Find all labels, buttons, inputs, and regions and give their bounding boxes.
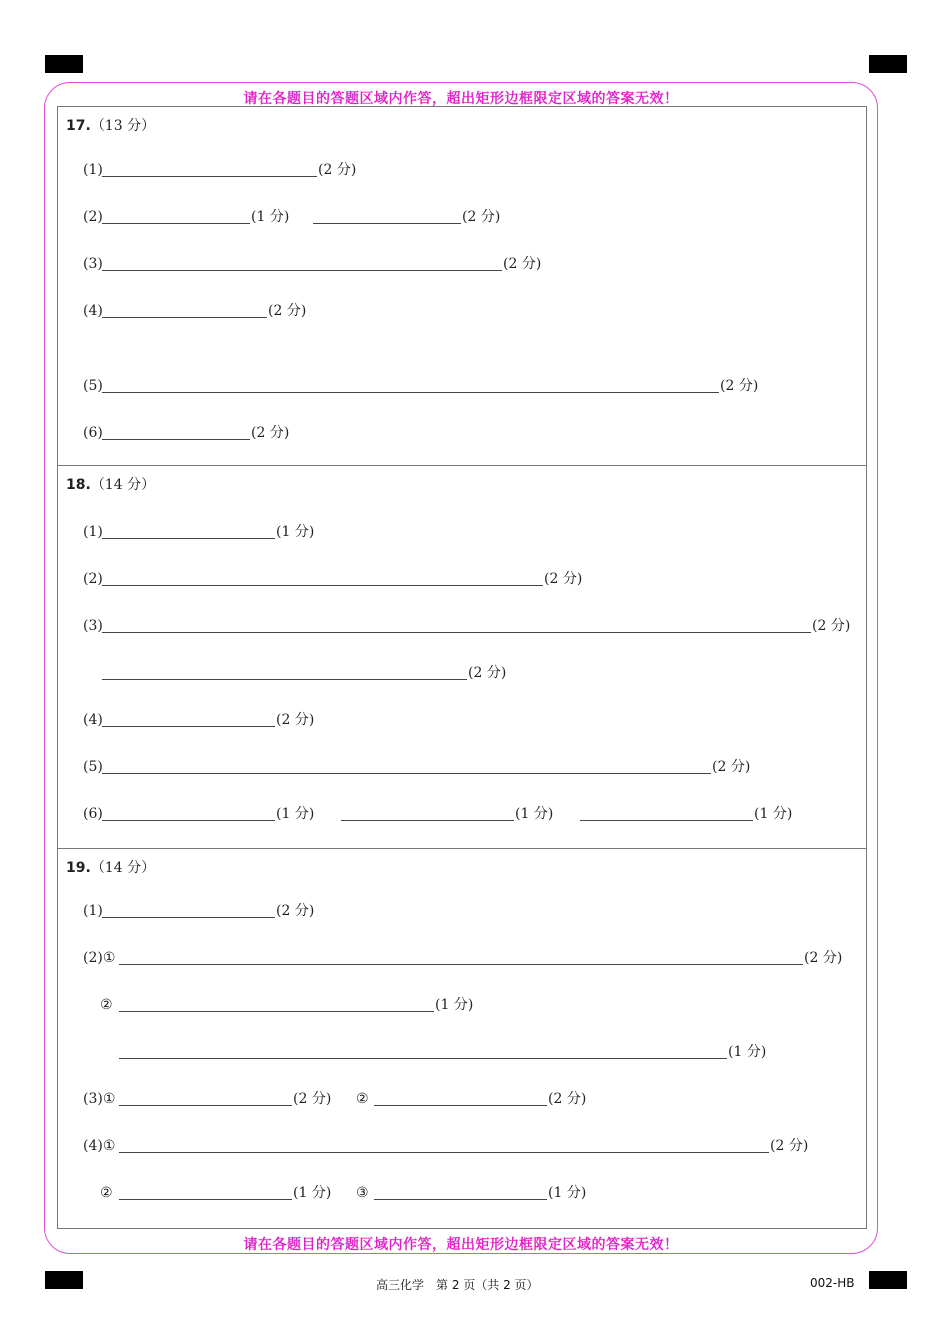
points-label: (2 分)	[720, 378, 759, 394]
points-label: (2 分)	[544, 571, 583, 587]
question-19-header	[66, 857, 155, 877]
question-number: 18.	[66, 477, 91, 493]
part-label: (5)	[83, 759, 103, 775]
points-label: (2 分)	[462, 209, 501, 225]
question-points: （14 分）	[90, 477, 156, 493]
q18-part-1	[58, 522, 858, 542]
q17-part-4	[58, 301, 858, 321]
points-label: (2 分)	[318, 162, 357, 178]
q17-part-3	[58, 254, 858, 274]
part-label: ③	[356, 1185, 369, 1201]
answer-blank[interactable]	[374, 1199, 547, 1200]
part-label: ②	[100, 997, 113, 1013]
points-label: (2 分)	[770, 1138, 809, 1154]
q18-part-4	[58, 710, 858, 730]
part-label: (1)	[83, 524, 103, 540]
q17-part-5	[58, 376, 858, 396]
registration-mark-bottom-left	[45, 1271, 83, 1289]
question-19-box	[57, 848, 867, 1229]
q19-part-3	[58, 1089, 858, 1109]
part-label: (1)	[83, 903, 103, 919]
answer-blank[interactable]	[580, 820, 753, 821]
answer-blank[interactable]	[374, 1105, 547, 1106]
question-number: 19.	[66, 860, 91, 876]
points-label: (2 分)	[468, 665, 507, 681]
points-label: (2 分)	[276, 712, 315, 728]
question-18-header	[66, 474, 155, 494]
answer-blank[interactable]	[102, 270, 502, 271]
question-points: （14 分）	[90, 860, 156, 876]
answer-blank[interactable]	[341, 820, 514, 821]
part-label: ②	[100, 1185, 113, 1201]
part-label: (4)	[83, 712, 103, 728]
part-label: (6)	[83, 425, 103, 441]
registration-mark-bottom-right	[869, 1271, 907, 1289]
answer-blank[interactable]	[102, 538, 275, 539]
answer-blank[interactable]	[102, 392, 719, 393]
answer-blank[interactable]	[102, 820, 275, 821]
part-label: (2)	[83, 209, 103, 225]
answer-blank[interactable]	[102, 679, 467, 680]
page-footer-center: 高三化学 第 2 页（共 2 页）	[376, 1278, 539, 1292]
points-label: (1 分)	[251, 209, 290, 225]
q19-part-2-2-continued	[58, 1042, 858, 1062]
answer-blank[interactable]	[119, 1105, 292, 1106]
part-label: (2)	[83, 571, 103, 587]
question-number: 17.	[66, 118, 91, 134]
question-18-box	[57, 465, 867, 849]
q18-part-6	[58, 804, 858, 824]
q18-part-2	[58, 569, 858, 589]
part-label: (2)①	[83, 950, 116, 966]
answer-blank[interactable]	[102, 223, 250, 224]
answer-blank[interactable]	[313, 223, 461, 224]
q17-part-1	[58, 160, 858, 180]
q19-part-2-2	[58, 995, 858, 1015]
points-label: (2 分)	[503, 256, 542, 272]
part-label: (6)	[83, 806, 103, 822]
points-label: (1 分)	[754, 806, 793, 822]
registration-mark-top-right	[869, 55, 907, 73]
q17-part-2	[58, 207, 858, 227]
points-label: (2 分)	[293, 1091, 332, 1107]
points-label: (2 分)	[276, 903, 315, 919]
question-17-header	[66, 115, 155, 135]
answer-blank[interactable]	[119, 1199, 292, 1200]
q19-part-1	[58, 901, 858, 921]
answer-blank[interactable]	[119, 1058, 727, 1059]
q19-part-2-1	[58, 948, 858, 968]
part-label: (3)	[83, 256, 103, 272]
q18-part-3-continued	[58, 663, 858, 683]
points-label: (2 分)	[548, 1091, 587, 1107]
question-points: （13 分）	[90, 118, 156, 134]
points-label: (1 分)	[515, 806, 554, 822]
part-label: (3)①	[83, 1091, 116, 1107]
q19-part-4-1	[58, 1136, 858, 1156]
answer-blank[interactable]	[102, 632, 811, 633]
answer-blank[interactable]	[119, 1011, 434, 1012]
answer-blank[interactable]	[119, 1152, 769, 1153]
points-label: (1 分)	[293, 1185, 332, 1201]
part-label: (1)	[83, 162, 103, 178]
answer-blank[interactable]	[102, 773, 711, 774]
part-label: (3)	[83, 618, 103, 634]
part-label: ②	[356, 1091, 369, 1107]
q18-part-3	[58, 616, 866, 636]
points-label: (2 分)	[812, 618, 851, 634]
q19-part-4-2	[58, 1183, 858, 1203]
answer-blank[interactable]	[102, 726, 275, 727]
paper-code: 002-HB	[810, 1276, 855, 1290]
points-label: (1 分)	[728, 1044, 767, 1060]
part-label: (4)①	[83, 1138, 116, 1154]
q18-part-5	[58, 757, 858, 777]
points-label: (1 分)	[276, 524, 315, 540]
answer-blank[interactable]	[102, 439, 250, 440]
points-label: (2 分)	[251, 425, 290, 441]
points-label: (1 分)	[276, 806, 315, 822]
points-label: (2 分)	[804, 950, 843, 966]
answer-blank[interactable]	[102, 917, 275, 918]
answer-blank[interactable]	[102, 176, 317, 177]
answer-blank[interactable]	[119, 964, 803, 965]
warning-bottom: 请在各题目的答题区域内作答，超出矩形边框限定区域的答案无效！	[243, 1237, 679, 1253]
registration-mark-top-left	[45, 55, 83, 73]
warning-top: 请在各题目的答题区域内作答，超出矩形边框限定区域的答案无效！	[243, 91, 679, 107]
answer-blank[interactable]	[102, 317, 267, 318]
part-label: (4)	[83, 303, 103, 319]
answer-blank[interactable]	[102, 585, 543, 586]
points-label: (1 分)	[435, 997, 474, 1013]
question-17-box	[57, 106, 867, 466]
part-label: (5)	[83, 378, 103, 394]
points-label: (2 分)	[268, 303, 307, 319]
points-label: (1 分)	[548, 1185, 587, 1201]
q17-part-6	[58, 423, 858, 443]
points-label: (2 分)	[712, 759, 751, 775]
